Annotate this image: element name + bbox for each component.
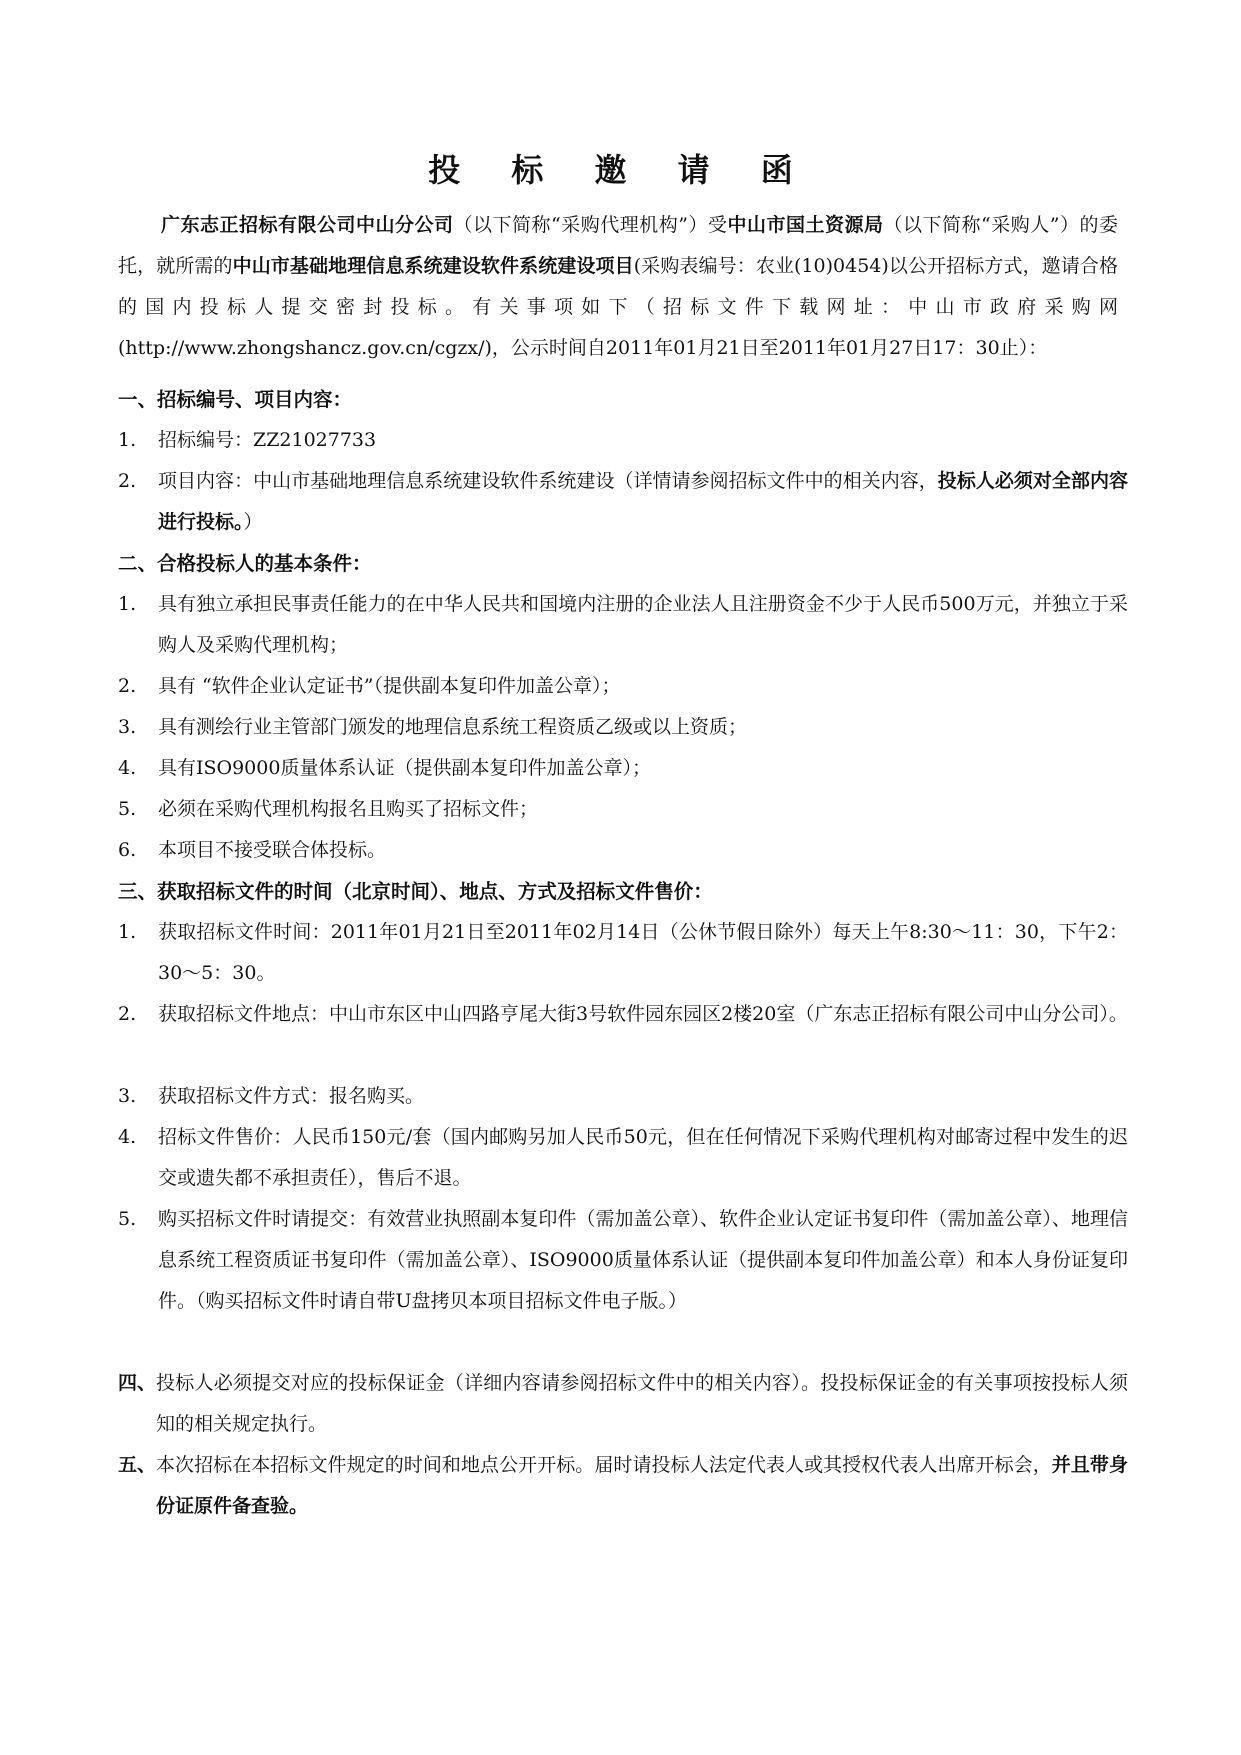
item-text: 必须在采购代理机构报名且购买了招标文件； (158, 798, 539, 820)
item-text: 获取招标文件地点：中山市东区中山四路亨尾大街3号软件园东园区2楼20室（广东志正招标有限公司中山分公司）。 (158, 1003, 1128, 1025)
section2-heading: 二、合格投标人的基本条件： (118, 552, 372, 575)
item-text-bold: 投标人必须对全部内容进行投标。 (158, 470, 1128, 533)
item-text-plain: 项目内容：中山市基础地理信息系统建设软件系统建设（详情请参阅招标文件中的相关内容， (158, 470, 938, 492)
section2-item (118, 584, 1128, 666)
purchaser-name: 中山市国土资源局 (727, 214, 884, 236)
item-number: 5. (118, 798, 137, 820)
item-number: 4. (118, 757, 137, 779)
document-title: 投 标 邀 请 函 (428, 151, 813, 189)
section3-item (118, 1199, 1128, 1322)
section-text-bold: 并且带身份证原件备查验。 (156, 1454, 1128, 1517)
item-number: 1. (118, 921, 137, 943)
item-text: 获取招标文件方式：报名购买。 (158, 1085, 425, 1107)
item-text: 具有ISO9000质量体系认证（提供副本复印件加盖公章）； (158, 757, 651, 779)
item-text: 本项目不接受联合体投标。 (158, 839, 387, 861)
section2-item (118, 748, 1128, 789)
item-text: 购买招标文件时请提交：有效营业执照副本复印件（需加盖公章）、软件企业认定证书复印件（需加盖公章）、地理信息系统工程资质证书复印件（需加盖公章）、ISO9000质量体系认证（提供副本复印件加盖公章）和本人身份证复印件。（购买招标文件时请自带U盘拷贝本项目招标文件电子版。） (158, 1208, 1128, 1312)
intro-text-1: （以下简称“采购代理机构”）受 (453, 214, 728, 236)
section1-item-1 (118, 420, 1128, 461)
item-text: 具有 “软件企业认定证书”（提供副本复印件加盖公章）； (158, 675, 621, 697)
intro-paragraph (118, 205, 1118, 369)
section3-item (118, 1117, 1128, 1199)
section2-item (118, 830, 1128, 871)
item-number: 5. (118, 1208, 137, 1230)
item-number: 4. (118, 1126, 137, 1148)
section-number: 四、 (118, 1372, 157, 1394)
agency-name: 广东志正招标有限公司中山分公司 (161, 214, 454, 236)
item-number: 1. (118, 429, 137, 451)
section-number: 五、 (118, 1454, 157, 1476)
item-text: 具有测绘行业主管部门颁发的地理信息系统工程资质乙级或以上资质； (158, 716, 748, 738)
section-text (156, 1445, 1128, 1527)
section1-item-2 (118, 461, 1128, 543)
item-number: 6. (118, 839, 137, 861)
intro-text-2: （以下简称“采购人”）的委托，就所需的 (118, 214, 1118, 277)
item-text: 招标文件售价：人民币150元/套（国内邮购另加人民币50元，但在任何情况下采购代理机构对邮寄过程中发生的迟交或遗失都不承担责任），售后不退。 (158, 1126, 1128, 1189)
project-name: 中山市基础地理信息系统建设软件系统建设项目 (232, 255, 634, 277)
section2-item (118, 789, 1128, 830)
section-text: 投标人必须提交对应的投标保证金（详细内容请参阅招标文件中的相关内容）。投投标保证金的有关事项按投标人须知的相关规定执行。 (156, 1372, 1128, 1435)
section2-item (118, 666, 1128, 707)
section4 (118, 1363, 1128, 1445)
item-number: 2. (118, 675, 137, 697)
item-number: 2. (118, 470, 137, 492)
item-text (158, 461, 1128, 543)
section5 (118, 1445, 1128, 1527)
item-text: 招标编号：ZZ21027733 (158, 429, 377, 451)
section3-heading: 三、获取招标文件的时间（北京时间）、地点、方式及招标文件售价： (118, 880, 713, 903)
item-number: 2. (118, 1003, 137, 1025)
item-text: 获取招标文件时间：2011年01月21日至2011年02月14日（公休节假日除外）每天上午8:30～11：30，下午2：30～5：30。 (158, 921, 1128, 984)
section2-item (118, 707, 1128, 748)
item-text: 具有独立承担民事责任能力的在中华人民共和国境内注册的企业法人且注册资金不少于人民币500万元，并独立于采购人及采购代理机构； (158, 593, 1128, 656)
intro-text-3: (采购表编号：农业(10)0454)以公开招标方式，邀请合格的国内投标人提交密封投标。有关事项如下（招标文件下载网址：中山市政府采购网(http://www.zhongshancz.gov.cn/cgzx/)，公示时间自2011年01月21日至2011年01月27日17：30止）： (118, 255, 1118, 359)
section1-heading: 一、招标编号、项目内容： (118, 388, 353, 411)
item-number: 1. (118, 593, 137, 615)
section-text-plain: 本次招标在本招标文件规定的时间和地点公开开标。届时请投标人法定代表人或其授权代表人出席开标会， (156, 1454, 1052, 1476)
item-text-end: ） (243, 511, 263, 533)
section3-item (118, 994, 1128, 1035)
section3-item (118, 1076, 1128, 1117)
item-number: 3. (118, 1085, 137, 1107)
section3-item (118, 912, 1128, 994)
item-number: 3. (118, 716, 137, 738)
